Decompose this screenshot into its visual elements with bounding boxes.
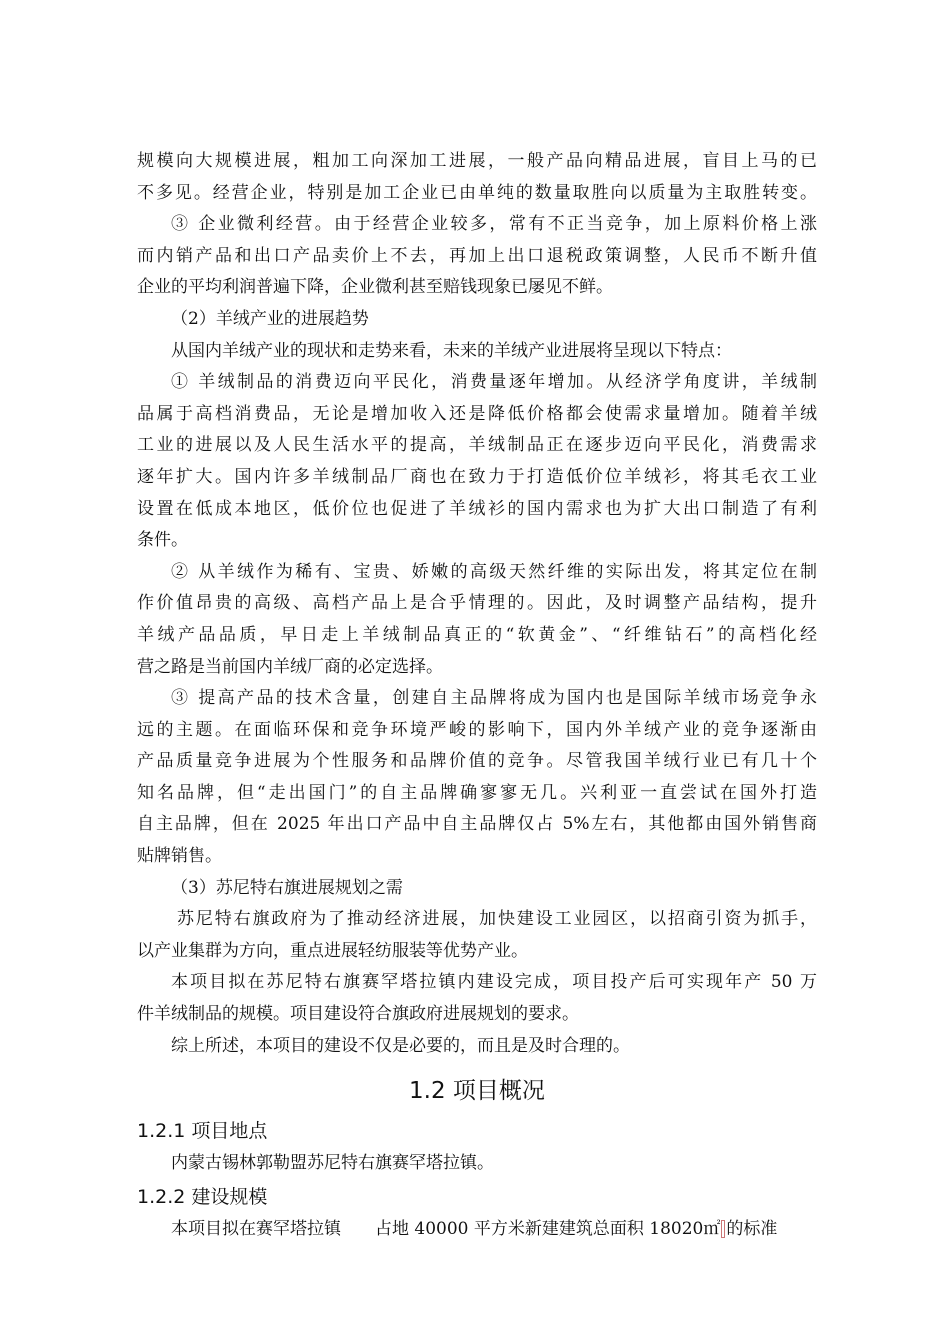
text-line: 营之路是当前国内羊绒厂商的必定选择。 [137, 656, 443, 677]
text-line: ③ 提高产品的技术含量，创建自主品牌将成为国内也是国际羊绒市场竞争永 [171, 688, 817, 709]
text-line: 羊绒产品品质，早日走上羊绒制品真正的“软黄金”、“纤维钻石”的高档化经 [137, 624, 817, 645]
text-line: 远的主题。在面临环保和竞争环境严峻的影响下，国内外羊绒产业的竞争逐渐由 [137, 719, 817, 740]
text-line: 以产业集群为方向，重点进展轻纺服装等优势产业。 [137, 940, 528, 961]
text-line: 品属于高档消费品，无论是增加收入还是降低价格都会使需求量增加。随着羊绒 [137, 403, 817, 424]
section-heading: 1.2 项目概况 [409, 1078, 545, 1105]
scale-text-part-b: 占地 40000 平方米新建建筑总面积 18020㎡ [375, 1218, 721, 1239]
subsection-heading-location: 1.2.1 项目地点 [137, 1120, 268, 1143]
text-line: 企业的平均利润普遍下降，企业微利甚至赔钱现象已屡见不鲜。 [137, 277, 613, 298]
text-line: 设置在低成本地区，低价位也促进了羊绒衫的国内需求也为扩大出口制造了有利 [137, 498, 817, 519]
scale-text-part-c: 的标准 [726, 1218, 778, 1239]
scale-text-part-a: 本项目拟在赛罕塔拉镇 [171, 1218, 341, 1239]
text-line: 知名品牌，但“走出国门”的自主品牌确寥寥无几。兴利亚一直尝试在国外打造 [137, 782, 817, 803]
text-line: （2）羊绒产业的进展趋势 [171, 308, 369, 329]
document-body [137, 146, 817, 1245]
text-line: 贴牌销售。 [137, 846, 222, 867]
text-line: 不多见。经营企业，特别是加工企业已由单纯的数量取胜向以质量为主取胜转变。 [137, 182, 817, 203]
text-line: 苏尼特右旗政府为了推动经济进展，加快建设工业园区，以招商引资为抓手， [177, 909, 817, 930]
text-line: 件羊绒制品的规模。项目建设符合旗政府进展规划的要求。 [137, 1004, 579, 1025]
text-line: ① 羊绒制品的消费迈向平民化，消费量逐年增加。从经济学角度讲，羊绒制 [171, 372, 817, 393]
text-line: 产品质量竞争进展为个性服务和品牌价值的竞争。尽管我国羊绒行业已有几十个 [137, 751, 817, 772]
text-line: 规模向大规模进展，粗加工向深加工进展，一般产品向精品进展，盲目上马的已 [137, 151, 817, 171]
text-line: 条件。 [137, 530, 188, 551]
text-line: ② 从羊绒作为稀有、宝贵、娇嫩的高级天然纤维的实际出发，将其定位在制 [171, 561, 817, 582]
text-line: 工业的进展以及人民生活水平的提高，羊绒制品正在逐步迈向平民化，消费需求 [137, 435, 817, 456]
text-line: 从国内羊绒产业的现状和走势来看，未来的羊绒产业进展将呈现以下特点： [171, 340, 732, 361]
scale-text-line [137, 1214, 817, 1246]
text-line: （3）苏尼特右旗进展规划之需 [171, 877, 403, 898]
text-line: 本项目拟在苏尼特右旗赛罕塔拉镇内建设完成，项目投产后可实现年产 50 万 [171, 972, 817, 993]
location-text: 内蒙古锡林郭勒盟苏尼特右旗赛罕塔拉镇。 [171, 1153, 494, 1174]
text-line: 逐年扩大。国内许多羊绒制品厂商也在致力于打造低价位羊绒衫，将其毛衣工业 [137, 466, 817, 487]
text-line: ③ 企业微利经营。由于经营企业较多，常有不正当竞争，加上原料价格上涨 [171, 214, 817, 235]
text-cursor-marker [721, 1220, 725, 1238]
text-line: 综上所述，本项目的建设不仅是必要的，而且是及时合理的。 [171, 1035, 630, 1056]
paragraph-block [137, 146, 817, 1062]
text-line: 自主品牌，但在 2025 年出口产品中自主品牌仅占 5%左右，其他都由国外销售商 [137, 814, 817, 835]
text-line: 而内销产品和出口产品卖价上不去，再加上出口退税政策调整，人民币不断升值 [137, 245, 817, 266]
text-line: 作价值昂贵的高级、高档产品上是合乎情理的。因此，及时调整产品结构，提升 [137, 593, 817, 614]
subsection-heading-scale: 1.2.2 建设规模 [137, 1185, 268, 1208]
